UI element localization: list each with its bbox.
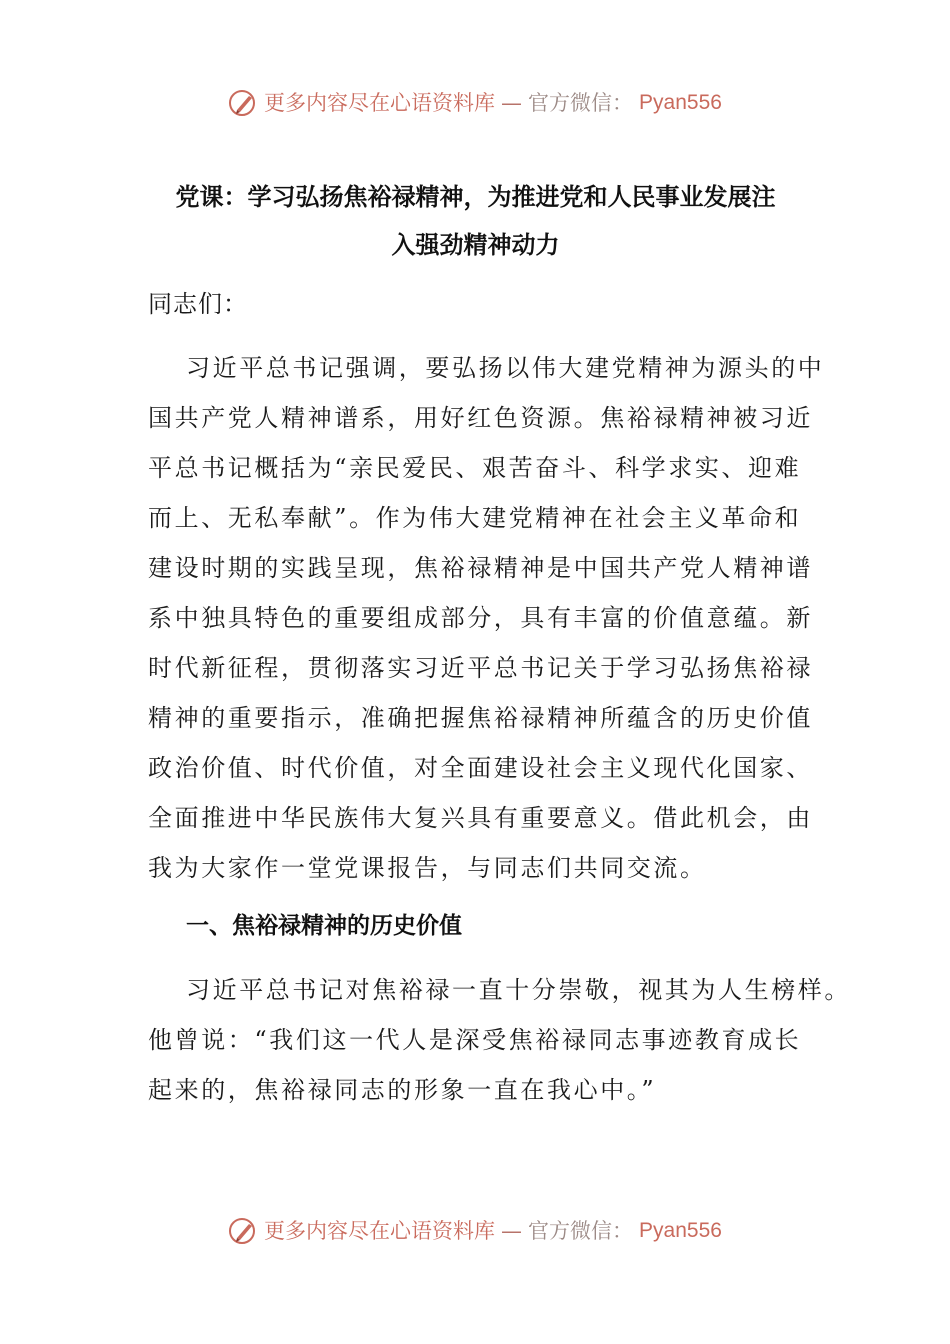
watermark-name: 更多内容尽在心语资料库 — [264, 91, 496, 115]
section1-heading: 一、焦裕禄精神的历史价值 — [186, 913, 462, 939]
watermark-label: 官方微信： — [528, 1219, 634, 1243]
paragraph1-line: 国共产党人精神谱系，用好红色资源。焦裕禄精神被习近 — [148, 404, 813, 432]
watermark-name: 更多内容尽在心语资料库 — [264, 1219, 496, 1243]
paragraph1-line: 而上、无私奉献”。作为伟大建党精神在社会主义革命和 — [148, 504, 802, 532]
paragraph1-line: 习近平总书记强调，要弘扬以伟大建党精神为源头的中 — [186, 354, 825, 382]
footer-watermark — [0, 1216, 950, 1246]
watermark-wechat-id: Pyan556 — [639, 91, 722, 114]
paragraph1-line: 精神的重要指示，准确把握焦裕禄精神所蕴含的历史价值 — [148, 704, 813, 732]
watermark-label: 官方微信： — [528, 91, 634, 115]
header-watermark — [0, 88, 950, 118]
watermark-separator: — — [501, 91, 523, 115]
pen-circle-logo-icon — [228, 88, 258, 118]
paragraph1-line: 政治价值、时代价值，对全面建设社会主义现代化国家、 — [148, 754, 813, 782]
paragraph1-line: 建设时期的实践呈现，焦裕禄精神是中国共产党人精神谱 — [148, 554, 813, 582]
pen-circle-logo-icon — [228, 1216, 258, 1246]
paragraph2-line: 起来的，焦裕禄同志的形象一直在我心中。” — [148, 1076, 657, 1104]
paragraph1-line: 我为大家作一堂党课报告，与同志们共同交流。 — [148, 854, 707, 882]
document-title-line2: 入强劲精神动力 — [391, 231, 560, 259]
paragraph1-line: 平总书记概括为“亲民爱民、艰苦奋斗、科学求实、迎难 — [148, 454, 802, 482]
watermark-separator: — — [501, 1219, 523, 1243]
paragraph2-line: 他曾说：“我们这一代人是深受焦裕禄同志事迹教育成长 — [148, 1026, 802, 1054]
watermark-wechat-id: Pyan556 — [639, 1219, 722, 1242]
paragraph1-line: 全面推进中华民族伟大复兴具有重要意义。借此机会，由 — [148, 804, 813, 832]
salutation: 同志们： — [148, 290, 248, 318]
paragraph2-line: 习近平总书记对焦裕禄一直十分崇敬，视其为人生榜样。 — [186, 976, 851, 1004]
paragraph1-line: 系中独具特色的重要组成部分，具有丰富的价值意蕴。新 — [148, 604, 813, 632]
document-title-line1: 党课：学习弘扬焦裕禄精神，为推进党和人民事业发展注 — [175, 183, 776, 211]
paragraph1-line: 时代新征程，贯彻落实习近平总书记关于学习弘扬焦裕禄 — [148, 654, 813, 682]
